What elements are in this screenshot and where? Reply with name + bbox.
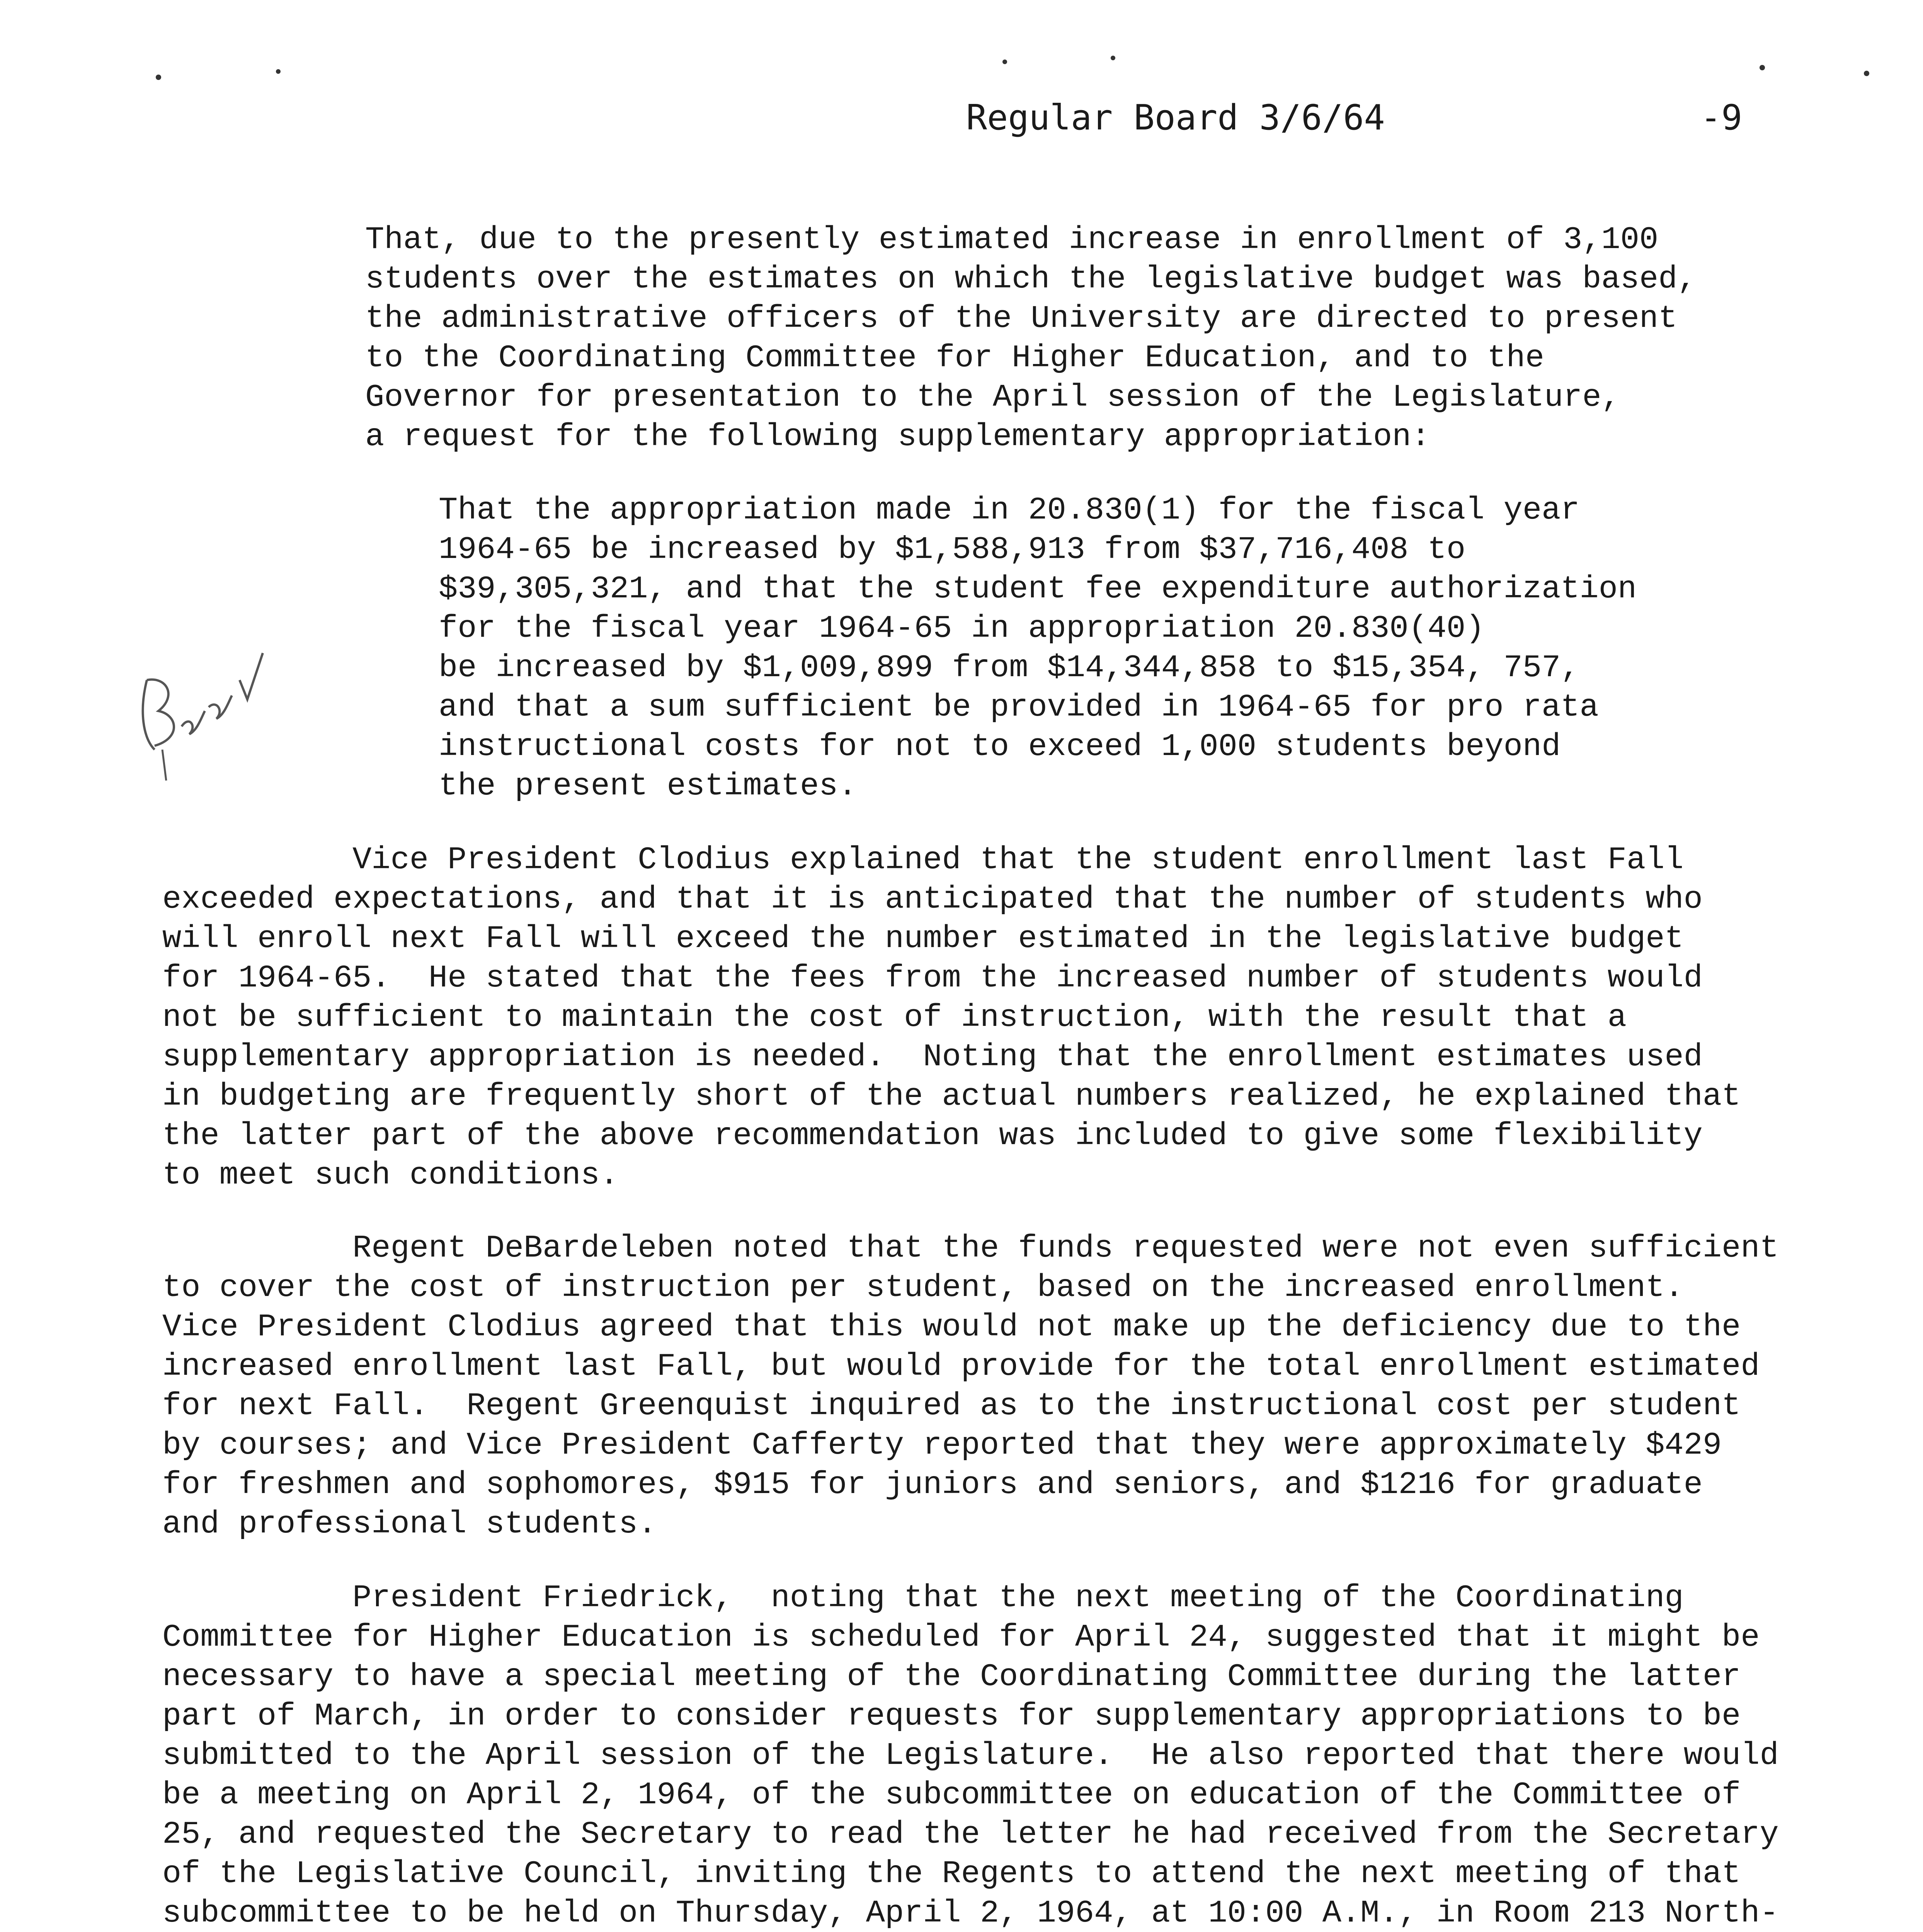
- clodius-paragraph: Vice President Clodius explained that the student enrollment last Fall exceeded expectations, and that it is anticipated that the number of students who will enroll next Fall will exceed the number estimated in the legislative budget for 1964-65. He stated that the fees from the increased number of students would not be sufficient to maintain the cost of instruction, with the result that a supplementary appropriation is needed. Noting that the enrollment estimates used in budgeting are frequently short of the actual numbers realized, he explained that the latter part of the above recommendation was included to give some flexibility to meet such conditions.: [162, 842, 1741, 1193]
- header-page-number: -9: [1700, 97, 1743, 138]
- handwritten-budget-note-icon: [124, 611, 286, 788]
- debardeleben-paragraph: Regent DeBardeleben noted that the funds requested were not even sufficient to cover the cost of instruction per student, based on the increased enrollment. Vice President Clodius agreed that this would not make up the deficiency due to the increased enrollment last Fall, but would provide for the total enrollment estimated for next Fall. Regent Greenquist inquired as to the instructional cost per student by courses; and Vice President Cafferty reported that they were approximately $429 for freshmen and sophomores, $915 for juniors and seniors, and $1216 for graduate and professional students.: [162, 1230, 1779, 1542]
- appropriation-paragraph: That the appropriation made in 20.830(1) for the fiscal year 1964-65 be increased by $1,588,913 from $37,716,408 to $39,305,321, and that the student fee expenditure authorization for the fiscal year 1964-65 in appropriation 20.830(40) be increased by $1,009,899 from $14,344,858 to $15,354, 757, and that a sum sufficient be provided in 1964-65 for pro rata instructional costs for not to exceed 1,000 students beyond the present estimates.: [439, 492, 1637, 804]
- scan-specks-icon: [0, 0, 1923, 116]
- resolution-paragraph: That, due to the presently estimated increase in enrollment of 3,100 students over the estimates on which the legislative budget was based, the administrative officers of the University are directed to present to the Coordinating Committee for Higher Education, and to the Governor for presentation to the April session of the Legislature, a request for the following supplementary appropriation:: [365, 222, 1697, 455]
- page-header: Regular Board 3/6/64: [966, 97, 1385, 138]
- friedrick-paragraph: President Friedrick, noting that the next meeting of the Coordinating Committee for Higher Education is scheduled for April 24, suggested that it might be necessary to have a special meeting of the Coordinating Committee during the latter part of March, in order to consider requests for supplementary appropriations to be submitted to the April session of the Legislature. He also reported that there would be a meeting on April 2, 1964, of the subcommittee on education of the Committee of 25, and requested the Secretary to read the letter he had received from the Secretary of the Legislative Council, inviting the Regents to attend the next meeting of that subcommittee to be held on Thursday, April 2, 1964, at 10:00 A.M., in Room 213 North-: [162, 1580, 1779, 1931]
